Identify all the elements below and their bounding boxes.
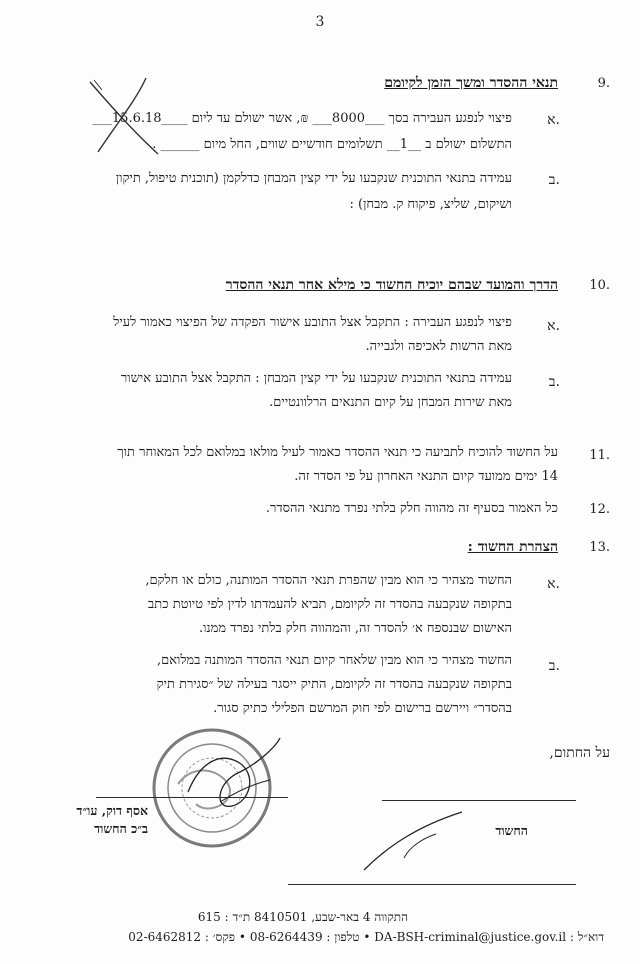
- section-10-heading: הדרך והמועד שבהם יוכיח החשוד כי מילא אחר תנאי ההסדר: [225, 277, 558, 293]
- section-13-b-letter: ב.: [548, 658, 560, 674]
- section-10-number: 10.: [589, 278, 610, 293]
- section-10-a-line2: מאת הרשות לאכיפה ולגבייה.: [365, 339, 512, 354]
- section-11-line2: 14 ימים ממועד קיום התנאי האחרון על פי הסדר זה.: [294, 469, 558, 484]
- section-12-number: 12.: [589, 502, 610, 517]
- section-13-a-letter: א.: [547, 576, 560, 592]
- lawyer-role: ב״כ החשוד: [94, 821, 148, 836]
- section-10-a-letter: א.: [547, 318, 560, 334]
- section-13-a-line1: החשוד מצהיר כי הוא מבין שהפרת תנאי ההסדר המותנה, כולם או חלקם,: [145, 573, 512, 588]
- page-number: 3: [315, 14, 325, 30]
- section-13-a-line2: בתקופה שנקבעה בהסדר זה לקיומם, תביא להעמדתו לדין לפי טיוטת כתב: [148, 597, 512, 612]
- footer-email[interactable]: DA-BSH-criminal@justice.gov.il: [374, 930, 567, 944]
- section-9-a-letter: א.: [547, 112, 560, 128]
- section-9-a-line2: התשלום ישולם ב __1__ תשלומים חודשיים שווים, החל מיום ______ .: [152, 137, 512, 152]
- suspect-signature: [358, 806, 468, 876]
- footer-phone-label: טלפון :: [326, 930, 360, 944]
- section-13-number: 13.: [589, 540, 610, 555]
- suspect-label: החשוד: [495, 823, 528, 838]
- section-13-b-line1: החשוד מצהיר כי הוא מבין שלאחר קיום תנאי ההסדר המותנה במלואם,: [156, 653, 512, 668]
- lawyer-signature: [180, 732, 290, 822]
- section-11-line1: על החשוד להוכיח לתביעה כי תנאי ההסדר כאמור לעיל מולאו במלואם לכל המאוחר תוך: [117, 445, 558, 460]
- footer-phone: 08-6264439: [249, 930, 323, 944]
- section-9-a-line1: פיצוי לנפגע העבירה בסך ___8000___ ₪, אשר ישולם עד ליום ____15.6.18___: [92, 111, 512, 126]
- section-13-a-line3: האישום שבנספח א׳ להסדר זה, והמהווה חלק בלתי נפרד ממנו.: [198, 621, 512, 636]
- signatures-intro: על החתום,: [549, 745, 610, 761]
- section-10-b-letter: ב.: [548, 374, 560, 390]
- lawyer-name: אסף דוק, עו״ד: [76, 803, 148, 818]
- suspect-signature-line: [382, 800, 576, 801]
- section-10-a-line1: פיצוי לנפגע העבירה : התקבל אצל התובע אישור הפקדה של הפיצוי כאמור לעיל: [113, 315, 512, 330]
- bottom-signature-line: [288, 884, 576, 885]
- section-9-b-letter: ב.: [548, 172, 560, 188]
- section-12-line1: כל האמור בסעיף זה מהווה חלק בלתי נפרד מתנאי ההסדר.: [265, 501, 558, 516]
- footer-contact-line: [128, 928, 604, 946]
- footer-separator-1: •: [359, 930, 371, 944]
- section-10-b-line2: מאת שירות המבחן על קיום התנאים הרלוונטיים.: [269, 395, 512, 410]
- section-10-b-line1: עמידה בתנאי התוכנית שנקבעו על ידי קצין המבחן : התקבל אצל התובע אישור: [120, 371, 512, 386]
- footer-fax-label: פקס׳ :: [204, 930, 236, 944]
- section-9-number: 9.: [597, 76, 610, 91]
- footer-address: התקווה 4 באר-שבע, 8410501 ת״ד : 615: [197, 910, 408, 924]
- section-9-b-line2: ושיקום, שליצ, פיקוח ק. מבחן) :: [349, 197, 512, 212]
- footer-email-label: דוא״ל :: [569, 930, 604, 944]
- section-11-number: 11.: [589, 448, 610, 463]
- footer-fax: 02-6462812: [128, 930, 202, 944]
- section-13-b-line2: בתקופה שנקבעה בהסדר זה לקיומם, התיק ייסגר בעילה של ״סגירת תיק: [156, 677, 512, 692]
- cross-out-mark: [80, 70, 170, 160]
- footer-separator-2: •: [235, 930, 246, 944]
- section-13-b-line3: בהסדר״ ויירשם ברישום לפי חוק המרשם הפלילי כתיק סגור.: [213, 701, 512, 716]
- section-9-b-line1: עמידה בתנאי התוכנית שנקבעו על ידי קצין המבחן כדלקמן (תוכנית טיפול, תיקון: [115, 171, 512, 186]
- section-9-heading: תנאי ההסדר ומשך הזמן לקיומם: [384, 75, 558, 91]
- section-13-heading: הצהרת החשוד :: [467, 539, 558, 555]
